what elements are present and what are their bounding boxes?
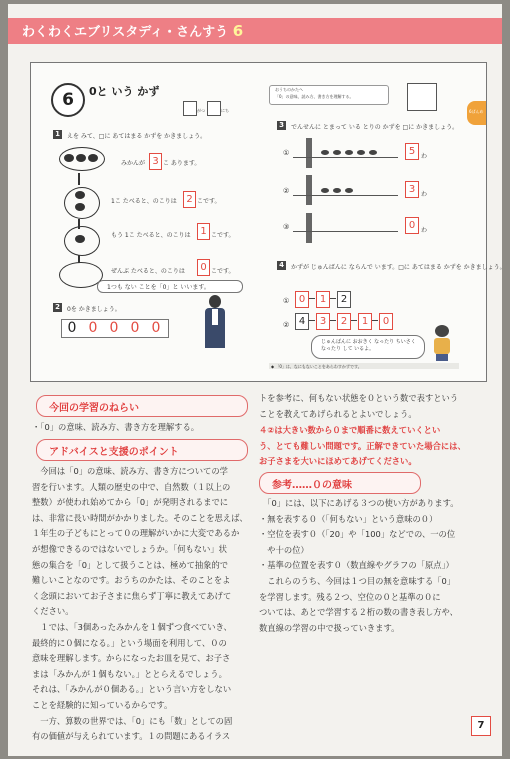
q1-line2-text: 1こ たべると、のこりは xyxy=(111,198,177,205)
q4-prompt: かずが じゅんばんに ならんで います。□に あてはまる かずを かきましょう。 xyxy=(291,264,506,271)
hint-text: 「0」の意味、読み方、書き方を理解する。 xyxy=(275,94,354,99)
orange xyxy=(88,154,98,162)
power-line xyxy=(293,231,398,232)
hint-title: おうちのかたへ xyxy=(275,87,303,92)
header-unit-number: 6 xyxy=(232,22,244,40)
zero-cell[interactable]: 0 xyxy=(88,320,98,336)
birds-five xyxy=(321,148,379,156)
q1-line2-after: こです。 xyxy=(197,198,221,205)
q3-row2-label: ② xyxy=(283,187,290,195)
q1-number: 1 xyxy=(53,130,62,139)
q3-answer-1[interactable]: 5 xyxy=(405,143,419,160)
month-box[interactable] xyxy=(183,101,197,116)
zero-cell[interactable]: 0 xyxy=(130,320,140,336)
q1-line4-after: こです。 xyxy=(211,268,235,275)
orange xyxy=(64,154,74,162)
q1-prompt: えを みて、□に あてはまる かずを かきましょう。 xyxy=(67,133,207,140)
power-line xyxy=(293,195,398,196)
right-column-bottom: 「0」には、以下にあげる３つの使い方があります。 ・無を表する０（「何もない」という意味の０） ・空位を表す０（「20」や「100」などでの、一の位 や十の位） ・基準の位置を表す０（数直線やグラフの「原点」） これらのうち、今回は１つ目の無を意味する「0」 を学習します。残る２つ、空位の０と基準の０に ついては、あとで学習する２桁の数の書き表し方や、 数直線の学習の中で扱っていきます。 xyxy=(259,498,459,633)
worksheet-scan xyxy=(30,62,506,382)
birds-three xyxy=(321,186,355,194)
child-illustration xyxy=(431,325,453,361)
q1-answer-4[interactable]: 0 xyxy=(197,259,210,276)
q3-unit-2: わ xyxy=(421,191,428,198)
q4-number: 4 xyxy=(277,261,286,270)
unit-title: 0と いう かず xyxy=(89,85,160,98)
connector-line xyxy=(351,320,357,321)
q3-prompt: でんせんに とまって いる とりの かずを □に かきましょう。 xyxy=(291,124,459,131)
orange xyxy=(75,235,85,243)
power-line xyxy=(293,157,398,158)
q1-answer-3[interactable]: 1 xyxy=(197,223,210,240)
q4-row1-cell[interactable]: 0 xyxy=(295,291,309,308)
teacher-illustration xyxy=(203,295,227,359)
side-tab-label: 6ばんめ xyxy=(469,109,484,114)
q1-line1-text: みかんが xyxy=(121,160,146,167)
q1-line3-after: こです。 xyxy=(211,232,235,239)
section-reference xyxy=(259,472,421,494)
q4-row2-cell[interactable]: 3 xyxy=(316,313,330,330)
connector-line xyxy=(330,298,336,299)
section-reference-title: 参考……０の意味 xyxy=(272,480,352,491)
section-aim-title: 今回の学習のねらい xyxy=(49,403,139,414)
q1-line4-text: ぜんぶ たべると、のこりは xyxy=(111,268,185,275)
aim-text: ・「0」の意味、読み方、書き方を理解する。 xyxy=(32,422,200,432)
orange xyxy=(75,191,85,199)
connector-line xyxy=(309,298,315,299)
q4-row2-cell[interactable]: 2 xyxy=(337,313,351,330)
worksheet-footer-note: ◆ 「0」は、なにもないことをあらわすかずです。 xyxy=(271,364,362,369)
q4-row2-cell[interactable]: 1 xyxy=(358,313,372,330)
arrow-down-icon xyxy=(78,173,80,185)
zero-cell[interactable]: 0 xyxy=(151,320,161,336)
section-aim xyxy=(36,395,248,417)
utility-pole xyxy=(306,175,312,205)
q3-answer-3[interactable]: 0 xyxy=(405,217,419,234)
book-page xyxy=(8,4,506,756)
q2-prompt: 0を かきましょう。 xyxy=(67,306,121,313)
q3-number: 3 xyxy=(277,121,286,130)
q3-answer-2[interactable]: 3 xyxy=(405,181,419,198)
orange xyxy=(76,154,86,162)
section-advice xyxy=(36,439,248,461)
q1-answer-1[interactable]: 3 xyxy=(149,153,162,170)
zero-cell[interactable]: 0 xyxy=(109,320,119,336)
q3-unit-3: わ xyxy=(421,227,428,234)
q1-line1-after: こ あります。 xyxy=(163,160,201,167)
right-highlight: ４②は大きい数から０まで順番に数えていくとい う、とても難しい問題です。正解できていた場合には、 お子さまを大いにほめてあげてください。 xyxy=(259,425,466,467)
right-column-top: トを参考に、何もない状態を０という数で表すという ことを教えてあげられるとよいでしょう。 xyxy=(259,393,459,419)
day-box[interactable] xyxy=(207,101,221,116)
header-banner xyxy=(8,18,502,44)
utility-pole xyxy=(306,213,312,243)
zero-note-text: 1つも ない ことを「0」と いいます。 xyxy=(107,284,210,291)
q4-row2-cell: 4 xyxy=(295,313,309,330)
q4-row2-label: ② xyxy=(283,321,290,329)
speech-text: じゅんばんに おおきく なったり ちいさく なったり して いるよ。 xyxy=(321,339,416,352)
page-number: 7 xyxy=(471,716,491,736)
q4-row2-cell[interactable]: 0 xyxy=(379,313,393,330)
month-label: がつ xyxy=(197,108,205,113)
left-column: 今回は「0」の意味、読み方、書き方についての学 習を行います。人類の歴史の中で、自然数（１以上の 整数）が使われ始めてから「0」が発明されるまでに は、非常に長い時間がかかりました。そのことを思えば、 １年生の子どもにとって０の理解がいかに大変であるか が想像できるのではないでしょうか。「何もない」状 態の集合を「0」として扱うことは、極めて抽象的で 難しいことなのです。おうちのかたは、そのことをよ く念頭においてお子さまに焦らず丁寧に教えてあげて ください。 １では、「3個あったみかんを１個ずつ食べていき、 最終的に０個になる。」という場面を利用して、０の 意味を理解します。からになったお皿を見て、お子さ まは「みかんが１個もない。」ととらえるでしょう。 それは、「みかんが０個ある。」という言い方をしない ことを経験的に知っているからです。 一方、算数の世界では、「0」にも「数」としての固 有の価値が与えられています。１の問題にあるイラス xyxy=(32,466,248,742)
q4-row1-label: ① xyxy=(283,297,290,305)
utility-pole xyxy=(306,138,312,168)
section-advice-title: アドバイスと支援のポイント xyxy=(49,447,179,458)
q3-row3-label: ③ xyxy=(283,223,290,231)
q4-row1-cell[interactable]: 1 xyxy=(316,291,330,308)
q3-unit-1: わ xyxy=(421,153,428,160)
zero-cell[interactable]: 0 xyxy=(67,320,77,336)
connector-line xyxy=(330,320,336,321)
connector-line xyxy=(309,320,315,321)
q1-line3-text: もう 1こ たべると、のこりは xyxy=(111,232,191,239)
score-box[interactable] xyxy=(407,83,437,111)
header-title: わくわくエブリスタディ・さんすう 6 xyxy=(22,22,244,40)
q4-row1-cell: 2 xyxy=(337,291,351,308)
day-label: にち xyxy=(221,108,229,113)
orange xyxy=(75,203,85,211)
q3-row1-label: ① xyxy=(283,149,290,157)
q1-answer-2[interactable]: 2 xyxy=(183,191,196,208)
q2-number: 2 xyxy=(53,303,62,312)
connector-line xyxy=(372,320,378,321)
unit-number-circle: 6 xyxy=(51,83,85,117)
